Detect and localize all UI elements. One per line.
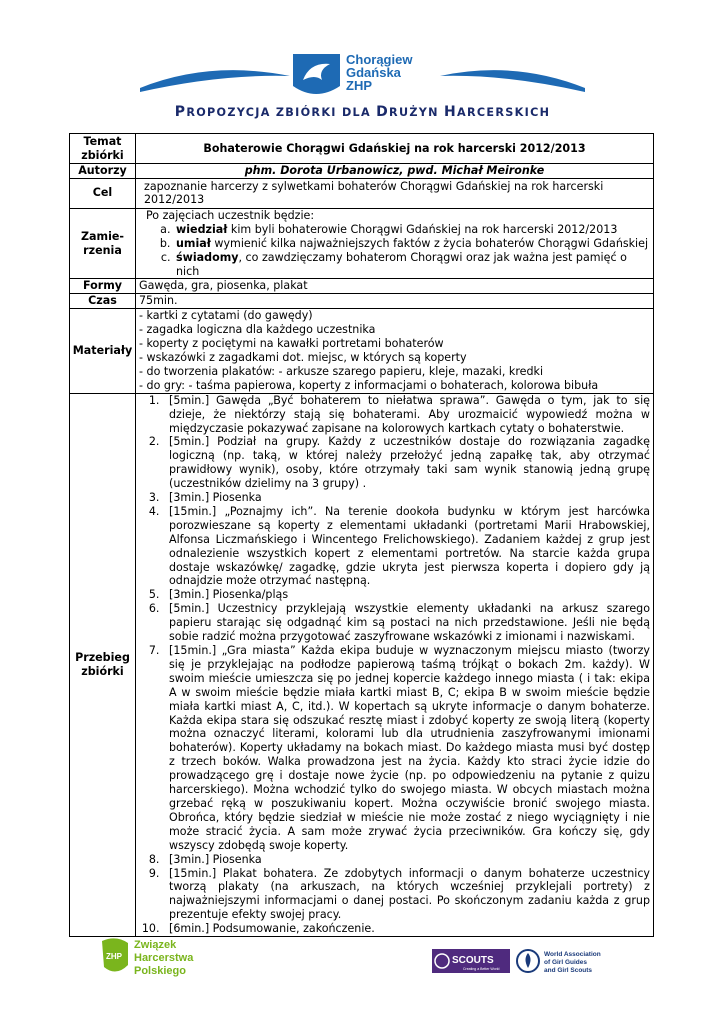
- objective-item: b. umiał wymienić kilka najważniejszych faktów z życia bohaterów Chorągwi Gdańskiej: [174, 237, 650, 251]
- logo-swoosh-right: [440, 70, 585, 92]
- value-time: 75min.: [136, 294, 654, 309]
- label-objectives: Zamie- rzenia: [70, 208, 136, 279]
- label-forms: Formy: [70, 279, 136, 294]
- label-time: Czas: [70, 294, 136, 309]
- objectives-intro: Po zajęciach uczestnik będzie:: [146, 208, 315, 222]
- material-item: - koperty z pociętymi na kawałki portretami bohaterów: [139, 337, 444, 351]
- logo-swoosh-left: [140, 70, 290, 92]
- material-item: - wskazówki z zagadkami dot. miejsc, w których są koperty: [139, 350, 467, 364]
- course-step: 7. [15min.] „Gra miasta” Każda ekipa buduje w wyznaczonym miejscu miasto (tworzy się je przyklejając na podłodze papierową taśmą trójkąt o bokach 2m. każdy). W swoim mieście umieszcza się po jednej kopercie każdego innego miasta ( i tak: ekipa A w swoim mieście będzie miała kartki miast B, C; ekipa B w swoim mieście będzie miała kartki miast A, C, itd.). W kopertach są ukryte informacje o danym bohaterze. Każda ekipa stara się odszukać resztę miast i zdobyć koperty ze swoją literą (koperty można oznaczyć literami, kolorami lub dla utrudnienia zaszyfrowanymi imionami bohaterów). Koperty układamy na bokach miast. Do każdego miasta musi być dostęp z trzech boków. Walka prowadzona jest na życia. Każdy kto straci życie idzie do prowadzącego grę i dostaje nowe życie (np. po odpowiedzeniu na pytanie z quizu harcerskiego). Można wchodzić tylko do swojego miasta. W obcych miastach można grzebać ręką w poszukiwaniu kopert. Można oczywiście bronić swojego miasta. Obrońca, który będzie siedział w mieście nie może zostać z niego wyciągnięty i nie może stracić życia. A sam może zrywać życia przeciwników. Gra kończy się, gdy wszyscy zdobędą swoje koperty.: [163, 644, 650, 853]
- value-materials: [136, 309, 654, 393]
- zhp-badge: ZHP: [106, 952, 122, 961]
- logo-line-3: ZHP: [346, 78, 372, 93]
- wagggs-trefoil-inner: [526, 953, 531, 968]
- label-topic: Temat zbiórki: [70, 134, 136, 164]
- value-topic: Bohaterowie Chorągwi Gdańskiej na rok harcerski 2012/2013: [136, 134, 654, 164]
- objectives-list: [146, 223, 650, 279]
- zhp-line-2: Harcerstwa: [134, 952, 194, 964]
- wagggs-logo: [516, 946, 616, 978]
- course-step: 10. [6min.] Podsumowanie, zakończenie.: [163, 922, 650, 936]
- objective-item: a. wiedział kim byli bohaterowie Chorągwi Gdańskiej na rok harcerski 2012/2013: [174, 223, 650, 237]
- course-step: 4. [15min.] „Poznajmy ich”. Na terenie dookoła budynku w którym jest harcówka porozwieszane są koperty z elementami układanki (portretami Marii Hrabowskiej, Alfonsa Liczmańskiego i Wincentego Frelichowskiego). Zadaniem każdej z grup jest odnalezienie wszystkich kopert z elementami portretów. Na starcie każda grupa dostaje wskazówkę/ zagadkę, gdzie ukryta jest pierwsza koperta i dopiero gdy ją odnajdzie może otrzymać następną.: [163, 505, 650, 588]
- wagggs-line-1: World Association: [544, 951, 601, 958]
- course-step: 3. [3min.] Piosenka: [163, 491, 650, 505]
- document-heading: PROPOZYCJA ZBIÓRKI DLA DRUŻYN HARCERSKICH: [174, 104, 551, 120]
- row-course: [70, 393, 654, 936]
- course-step: 5. [3min.] Piosenka/pląs: [163, 588, 650, 602]
- zhp-line-1: Związek: [134, 939, 177, 951]
- row-materials: [70, 309, 654, 393]
- material-item: - zagadka logiczna dla każdego uczestnika: [139, 323, 376, 337]
- material-item: - do tworzenia plakatów: - arkusze szarego papieru, kleje, mazaki, kredki: [139, 364, 544, 378]
- course-step: 2. [5min.] Podział na grupy. Każdy z uczestników dostaje do rozwiązania zagadkę logiczną (np. taką, w której należy przełożyć jedną zapałkę tak, aby otrzymać prawidłowy wynik), osoby, które otrzymały taki sam wynik stanowią jedną grupę (uczestników dzielimy na 3 grupy) .: [163, 435, 650, 491]
- scouts-label: SCOUTS: [452, 955, 494, 966]
- label-materials: Materiały: [70, 309, 136, 393]
- course-step: 9. [15min.] Plakat bohatera. Ze zdobytych informacji o danym bohaterze uczestnicy tworzą plakaty (na arkuszach, na których wcześniej przyklejali portrety) z najważniejszymi informacjami o danej postaci. Po skończonym zadaniu każda z grup prezentuje efekty swojej pracy.: [163, 867, 650, 923]
- choragiew-gdanska-logo: [140, 40, 585, 112]
- material-item: - kartki z cytatami (do gawędy): [139, 309, 313, 323]
- course-steps: [139, 394, 650, 936]
- course-step: 1. [5min.] Gawęda „Być bohaterem to niełatwa sprawa”. Gawęda o tym, jak to się dzieje, że niektórzy stają się bohaterami. Aby urozmaicić wypowiedź można w międzyczasie pokazywać zapisane na kolorowych kartkach cytaty o bohaterstwie.: [163, 394, 650, 436]
- value-objectives: [136, 208, 654, 279]
- material-item: - do gry: - taśma papierowa, koperty z informacjami o bohaterach, kolorowa bibuła: [139, 378, 599, 392]
- label-course: Przebieg zbiórki: [70, 393, 136, 936]
- value-forms: Gawęda, gra, piosenka, plakat: [136, 279, 654, 294]
- row-forms: [70, 279, 654, 294]
- course-step: 6. [5min.] Uczestnicy przyklejają wszystkie elementy układanki na arkusz szarego papieru starając się odgadnąć kim są postaci na nich przedstawione. Jeśli nie będą sobie radzić można przygotować zaszyfrowane wskazówki z imionami i nazwiskami.: [163, 602, 650, 644]
- zhp-line-3: Polskiego: [134, 965, 186, 977]
- label-authors: Autorzy: [70, 164, 136, 179]
- value-course: [136, 393, 654, 936]
- row-goal: [70, 178, 654, 208]
- logo-line-1: Chorągiew: [346, 52, 413, 67]
- objective-item: c. świadomy, co zawdzięczamy bohaterom Chorągwi oraz jak ważna jest pamięć o nich: [174, 251, 650, 279]
- zhp-logo: [98, 935, 228, 977]
- value-goal: zapoznanie harcerzy z sylwetkami bohaterów Chorągwi Gdańskiej na rok harcerski 2012/2013: [136, 178, 654, 208]
- course-step: 8. [3min.] Piosenka: [163, 853, 650, 867]
- wagggs-line-3: and Girl Scouts: [544, 967, 593, 974]
- row-topic: [70, 134, 654, 164]
- proposal-table: [69, 133, 654, 937]
- scouts-tagline: Creating a Better World: [463, 967, 500, 971]
- row-authors: [70, 164, 654, 179]
- value-authors: phm. Dorota Urbanowicz, pwd. Michał Meironke: [136, 164, 654, 179]
- logo-line-2: Gdańska: [346, 65, 401, 80]
- row-time: [70, 294, 654, 309]
- wagggs-line-2: of Girl Guides: [544, 959, 587, 966]
- wosm-scouts-logo: [432, 949, 510, 973]
- row-objectives: [70, 208, 654, 279]
- label-goal: Cel: [70, 178, 136, 208]
